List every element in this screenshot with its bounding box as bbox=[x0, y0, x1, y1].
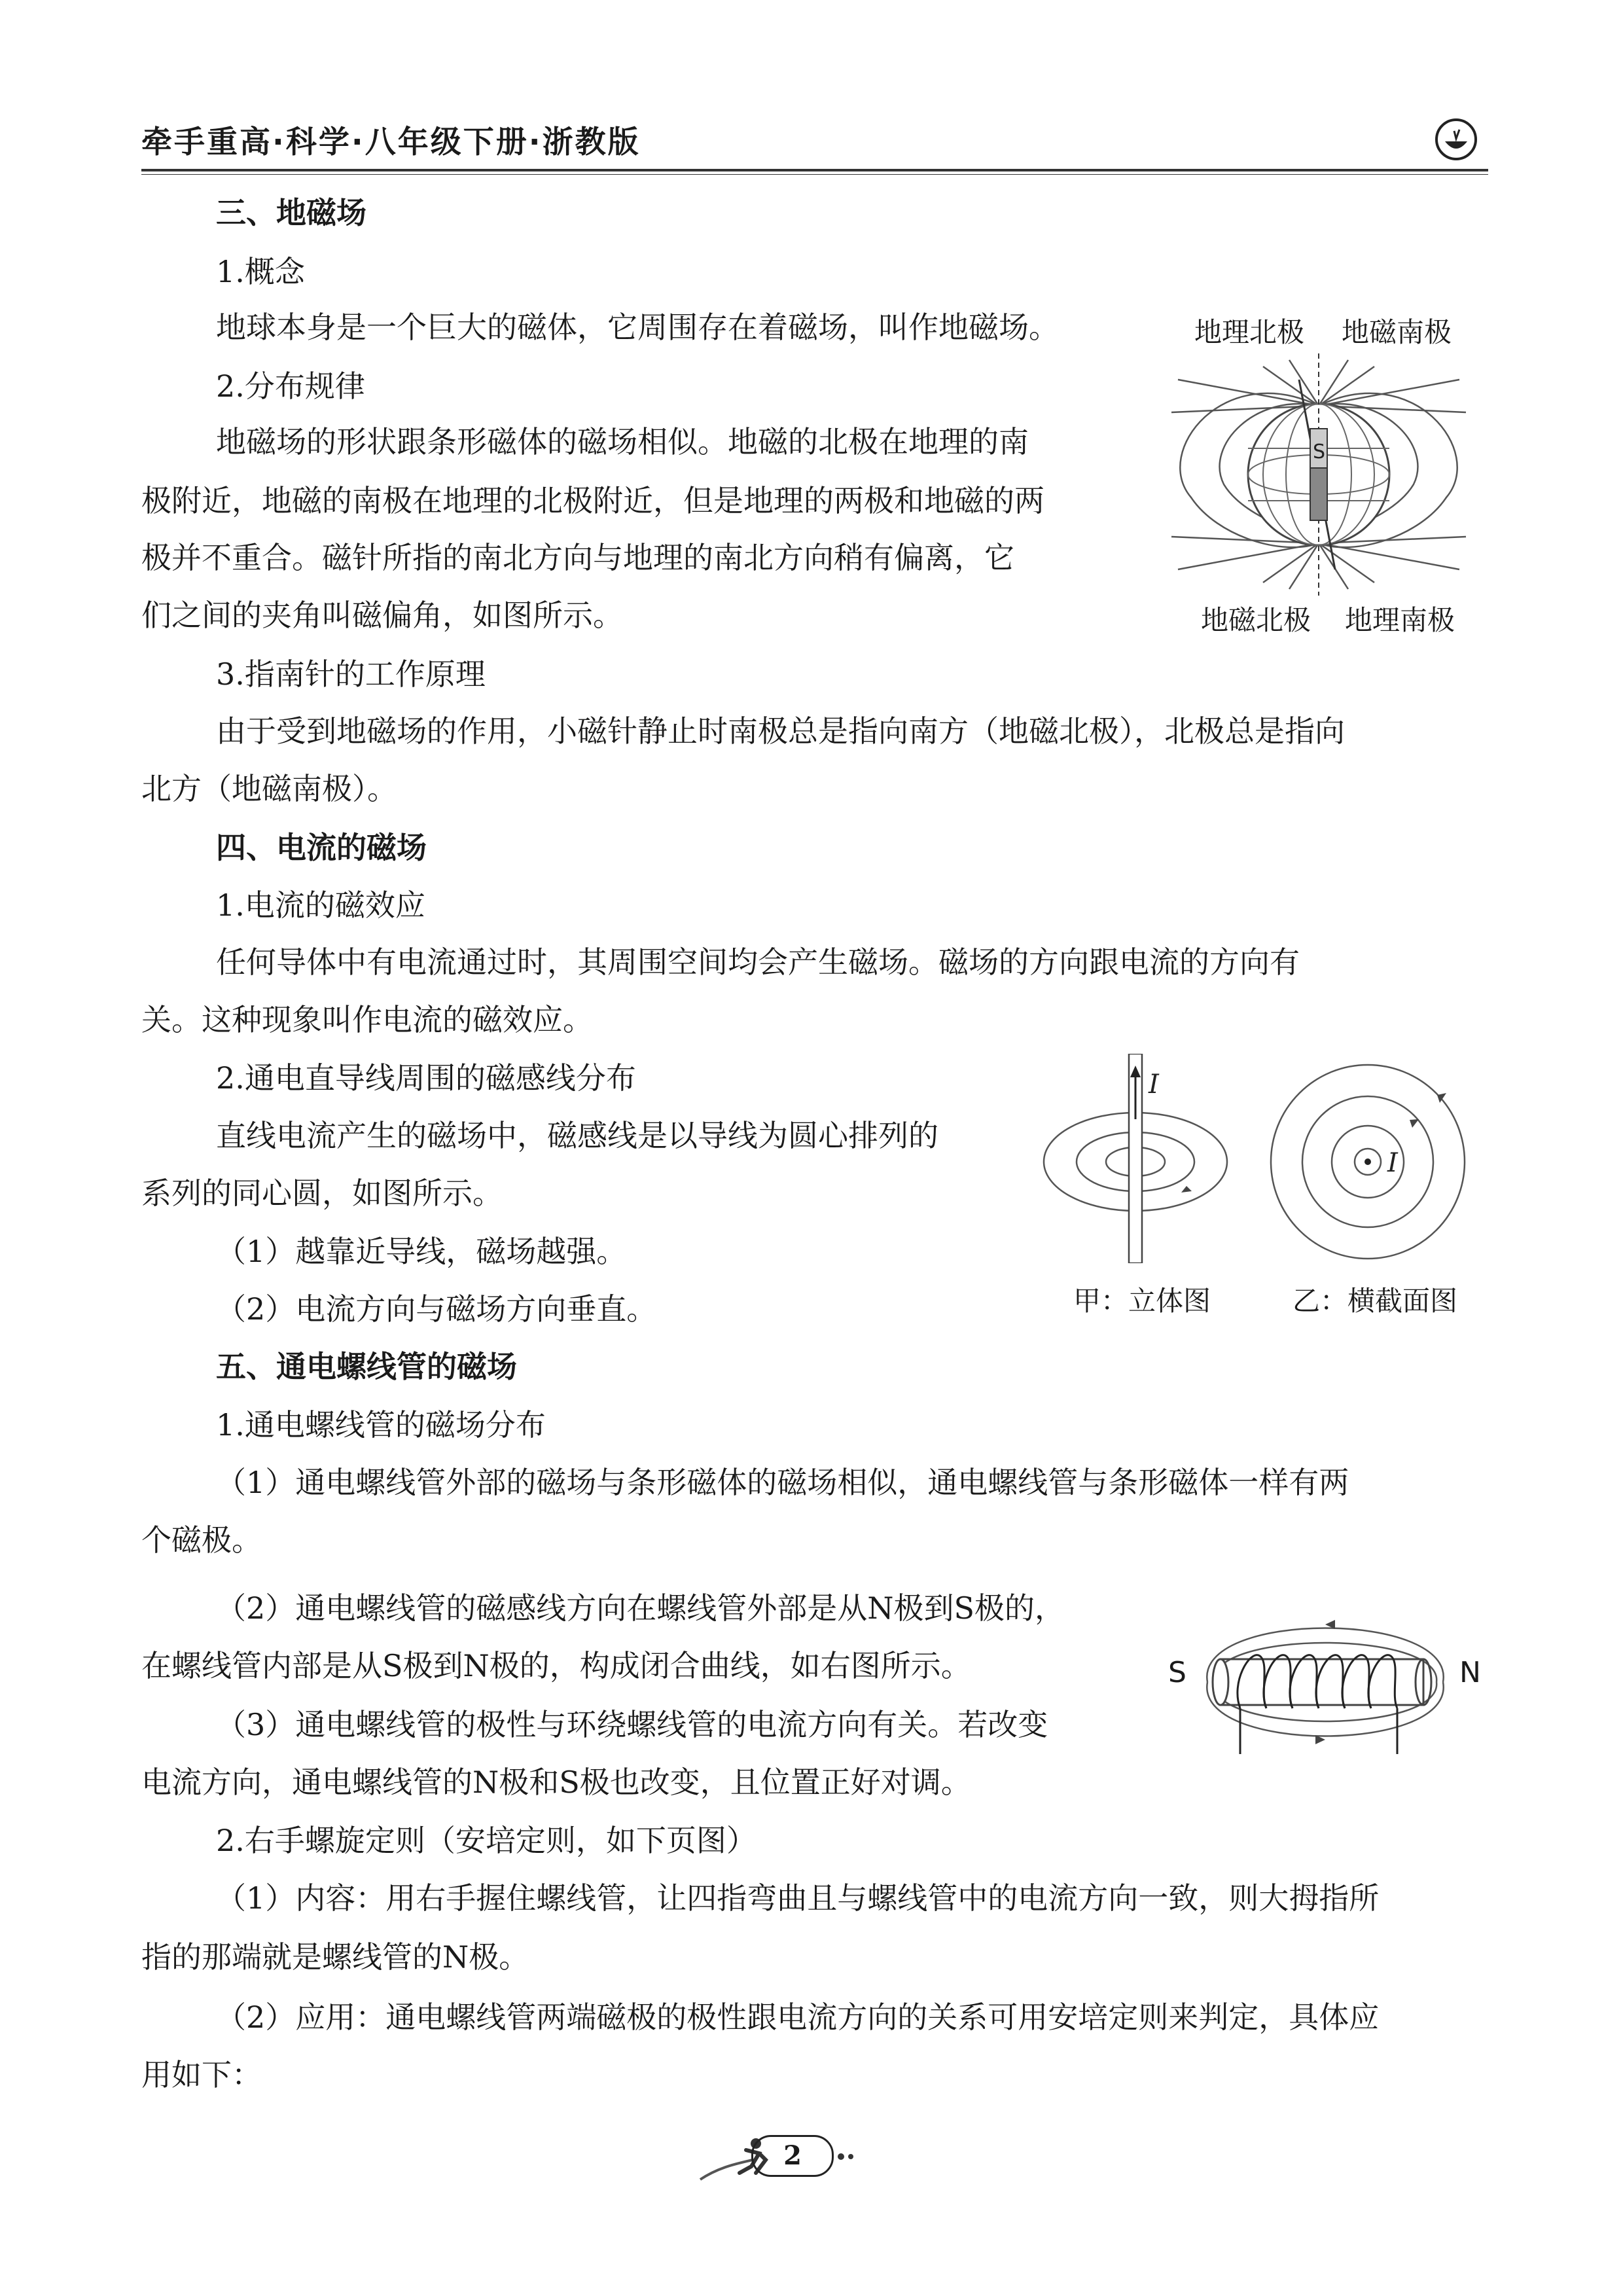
list-item: （2）电流方向与磁场方向垂直。 bbox=[216, 1291, 657, 1327]
label-magnetic-south: 地磁南极 bbox=[1342, 316, 1452, 348]
paragraph-line: 们之间的夹角叫磁偏角，如图所示。 bbox=[141, 598, 623, 633]
caption-cross-section: 乙：横截面图 bbox=[1293, 1285, 1458, 1317]
paragraph-line: 系列的同心圆，如图所示。 bbox=[141, 1175, 503, 1211]
paragraph-line: 由于受到地磁场的作用，小磁针静止时南极总是指向南方（地磁北极），北极总是指向 bbox=[216, 713, 1345, 749]
header-rule-thin bbox=[141, 174, 1488, 175]
section-heading-geomagnetic: 三、地磁场 bbox=[216, 195, 366, 230]
subheading: 3.指南针的工作原理 bbox=[216, 656, 486, 692]
publisher-logo-icon bbox=[1433, 117, 1479, 162]
current-label: I bbox=[1149, 1069, 1159, 1100]
paragraph-line: （2）应用：通电螺线管两端磁极的极性跟电流方向的关系可用安培定则来判定，具体应 bbox=[216, 2000, 1380, 2035]
label-geographic-north: 地理北极 bbox=[1194, 316, 1305, 348]
magnet-s-label: S bbox=[1313, 440, 1326, 463]
current-label-cross: I bbox=[1387, 1148, 1398, 1178]
paragraph-line: 指的那端就是螺线管的N极。 bbox=[141, 1939, 529, 1975]
paragraph-line: 用如下： bbox=[141, 2057, 262, 2092]
page-header-title: 牵手重高·科学·八年级下册·浙教版 bbox=[141, 124, 641, 160]
label-magnetic-north: 地磁北极 bbox=[1201, 604, 1311, 636]
subheading: 1.概念 bbox=[216, 254, 305, 289]
paragraph-line: （2）通电螺线管的磁感线方向在螺线管外部是从N极到S极的， bbox=[216, 1590, 1065, 1626]
subheading: 2.分布规律 bbox=[216, 368, 365, 404]
paragraph-line: 极并不重合。磁针所指的南北方向与地理的南北方向稍有偏离，它 bbox=[141, 540, 1014, 575]
solenoid-n-pole: N bbox=[1459, 1656, 1481, 1689]
paragraph-line: 极附近，地磁的南极在地理的北极附近，但是地理的两极和地磁的两 bbox=[141, 483, 1044, 518]
solenoid-diagram bbox=[1194, 1610, 1456, 1754]
header-rule bbox=[141, 169, 1488, 171]
wire-cross-section-diagram bbox=[1263, 1057, 1472, 1266]
paragraph-line: 个磁极。 bbox=[141, 1522, 262, 1558]
wire-3d-diagram bbox=[1037, 1054, 1234, 1263]
paragraph-line: 关。这种现象叫作电流的磁效应。 bbox=[141, 1002, 593, 1037]
subheading: 2.右手螺旋定则（安培定则，如下页图） bbox=[216, 1823, 757, 1858]
section-heading-solenoid: 五、通电螺线管的磁场 bbox=[216, 1349, 517, 1384]
caption-3d-view: 甲：立体图 bbox=[1073, 1285, 1211, 1317]
paragraph-line: （1）内容：用右手握住螺线管，让四指弯曲且与螺线管中的电流方向一致，则大拇指所 bbox=[216, 1880, 1380, 1916]
paragraph-line: 北方（地磁南极）。 bbox=[141, 771, 397, 806]
earth-magnetic-field-diagram bbox=[1165, 353, 1472, 596]
paragraph-line: 直线电流产生的磁场中，磁感线是以导线为圆心排列的 bbox=[216, 1118, 938, 1153]
paragraph-line: 电流方向，通电螺线管的N极和S极也改变，且位置正好对调。 bbox=[141, 1765, 971, 1800]
subheading: 1.电流的磁效应 bbox=[216, 888, 425, 923]
page-number: 2 bbox=[751, 2135, 834, 2177]
paragraph-line: （3）通电螺线管的极性与环绕螺线管的电流方向有关。若改变 bbox=[216, 1707, 1048, 1742]
section-heading-current-field: 四、电流的磁场 bbox=[216, 830, 427, 865]
paragraph-line: 地磁场的形状跟条形磁体的磁场相似。地磁的北极在地理的南 bbox=[216, 424, 1029, 459]
solenoid-s-pole: S bbox=[1168, 1656, 1186, 1689]
subheading: 2.通电直导线周围的磁感线分布 bbox=[216, 1060, 636, 1096]
label-geographic-south: 地理南极 bbox=[1345, 604, 1455, 636]
paragraph-line: （1）通电螺线管外部的磁场与条形磁体的磁场相似，通电螺线管与条形磁体一样有两 bbox=[216, 1465, 1349, 1500]
list-item: （1）越靠近导线，磁场越强。 bbox=[216, 1234, 627, 1269]
paragraph-line: 地球本身是一个巨大的磁体，它周围存在着磁场，叫作地磁场。 bbox=[216, 310, 1059, 345]
subheading: 1.通电螺线管的磁场分布 bbox=[216, 1407, 546, 1443]
paragraph-line: 在螺线管内部是从S极到N极的，构成闭合曲线，如右图所示。 bbox=[141, 1648, 971, 1683]
paragraph-line: 任何导体中有电流通过时，其周围空间均会产生磁场。磁场的方向跟电流的方向有 bbox=[216, 944, 1300, 980]
